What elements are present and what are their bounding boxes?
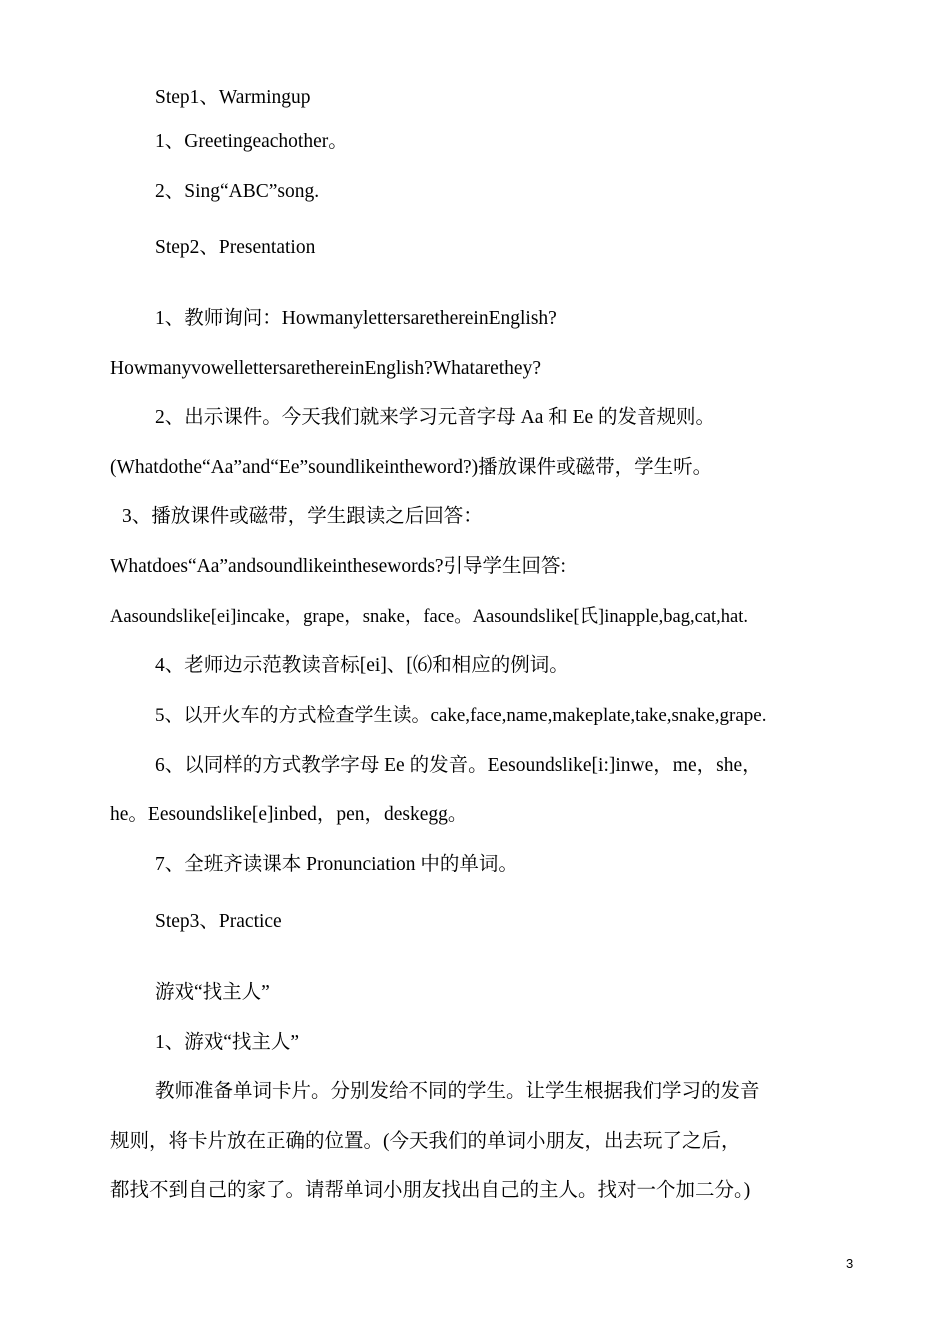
step3-heading: Step3、Practice [155, 911, 282, 932]
step2-heading: Step2、Presentation [155, 237, 316, 258]
step1-heading: Step1、Warmingup [155, 87, 311, 108]
paragraph-line: 教师准备单词卡片。分别发给不同的学生。让学生根据我们学习的发音 [155, 1081, 760, 1102]
paragraph-line: (Whatdothe“Aa”and“Ee”soundlikeintheword?)播放课件或磁带，学生听。 [110, 457, 713, 478]
paragraph-line: 2、出示课件。今天我们就来学习元音字母 Aa 和 Ee 的发音规则。 [155, 407, 716, 428]
paragraph-line: he。Eesoundslike[e]inbed，pen，deskegg。 [110, 804, 468, 825]
paragraph-line: 4、老师边示范教读音标[ei]、[⑹和相应的例词。 [155, 655, 569, 676]
paragraph-line: 规则，将卡片放在正确的位置。(今天我们的单词小朋友，出去玩了之后， [110, 1131, 741, 1152]
paragraph-line: 3、播放课件或磁带，学生跟读之后回答： [122, 506, 483, 527]
paragraph-line: Whatdoes“Aa”andsoundlikeinthesewords?引导学生回答: [110, 556, 566, 577]
paragraph-line: 1、游戏“找主人” [155, 1032, 300, 1053]
page-number: 3 [846, 1256, 854, 1271]
paragraph-line: 1、教师询问：HowmanylettersarethereinEnglish? [155, 308, 557, 329]
paragraph-line: Aasoundslike[ei]incake，grape，snake，face。Aasoundslike[氏]inapple,bag,cat,hat. [110, 607, 749, 627]
paragraph-line: 6、以同样的方式教学字母 Ee 的发音。Eesoundslike[i:]inwe，me，she， [155, 755, 762, 776]
paragraph-line: 都找不到自己的家了。请帮单词小朋友找出自己的主人。找对一个加二分。) [110, 1180, 751, 1201]
paragraph-line: 7、全班齐读课本 Pronunciation 中的单词。 [155, 854, 518, 875]
paragraph-line: 游戏“找主人” [155, 982, 270, 1003]
paragraph-line: 5、以开火车的方式检查学生读。cake,face,name,makeplate,take,snake,grape. [155, 705, 767, 726]
paragraph-line: 1、Greetingeachother。 [155, 131, 348, 152]
paragraph-line: HowmanyvowellettersarethereinEnglish?Whatarethey? [110, 358, 541, 379]
paragraph-line: 2、Sing“ABC”song. [155, 181, 320, 202]
